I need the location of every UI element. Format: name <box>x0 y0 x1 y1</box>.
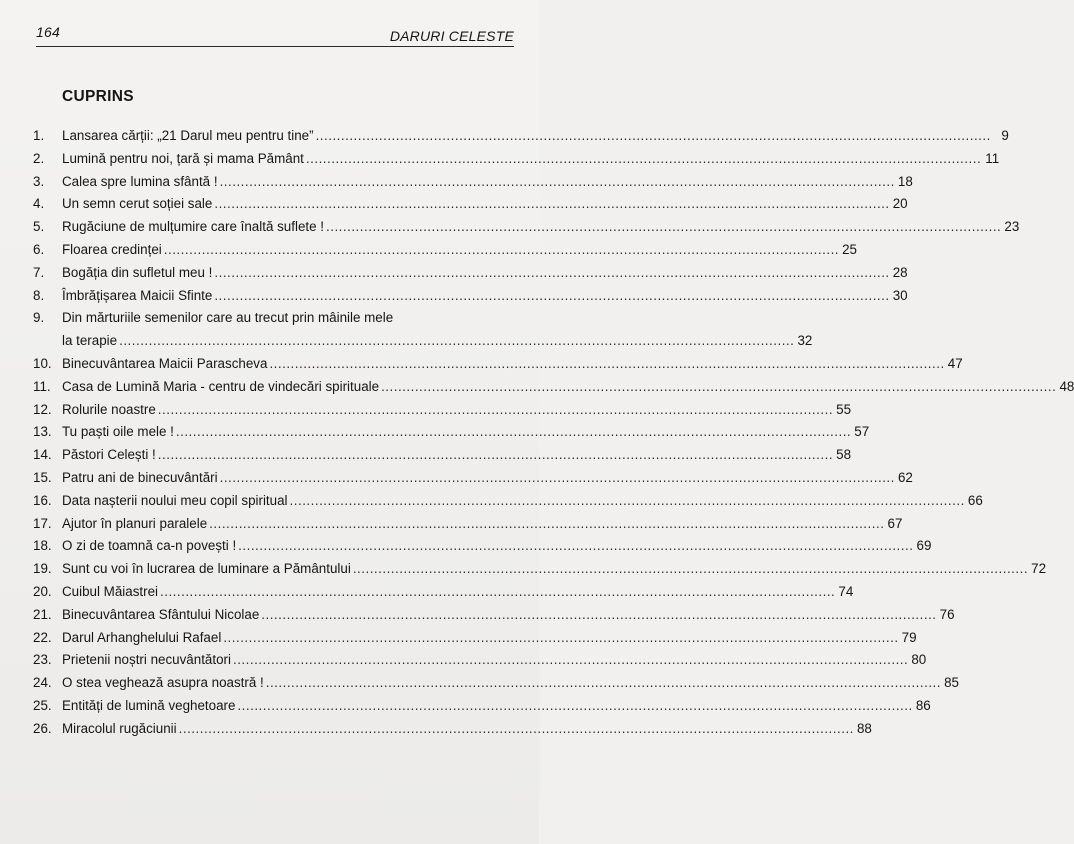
toc-entry <box>33 287 908 311</box>
toc-entry-number: 23. <box>33 652 52 668</box>
toc-entry-page: 18 <box>897 173 913 189</box>
toc-entry-number: 4. <box>33 196 45 212</box>
dot-leader <box>266 675 941 690</box>
dot-leader <box>214 288 889 303</box>
dot-leader <box>237 698 912 713</box>
toc-entry-page: 25 <box>842 241 858 257</box>
toc-entry <box>33 492 983 516</box>
toc-entry <box>33 720 872 744</box>
toc-entry-title: Sunt cu voi în lucrarea de luminare a Pământului <box>62 561 351 577</box>
toc-entry-title: Darul Arhanghelului Rafael <box>62 629 222 645</box>
toc-entry-title: Calea spre lumina sfântă ! <box>62 173 218 189</box>
toc-entry-title: Un semn cerut soției sale <box>62 196 213 212</box>
toc-entry <box>33 241 858 265</box>
toc-entry <box>33 469 913 493</box>
toc-entry-number: 1. <box>33 128 45 143</box>
toc-entry-number: 2. <box>33 150 45 166</box>
toc-entry-number: 25. <box>33 697 52 713</box>
dot-leader <box>290 493 965 508</box>
toc-entry-page: 80 <box>911 652 927 668</box>
toc-entry-number: 20. <box>33 583 52 599</box>
toc-entry-page: 20 <box>892 196 908 212</box>
toc-entry-title: Lumină pentru noi, țară și mama Pământ <box>62 150 304 166</box>
toc-entry <box>33 424 870 447</box>
dot-leader <box>220 174 895 189</box>
dot-leader <box>214 265 889 280</box>
toc-entry <box>33 128 1009 151</box>
toc-entry-number: 16. <box>33 492 52 508</box>
dot-leader <box>119 333 794 348</box>
toc-entry-page: 76 <box>939 606 955 622</box>
toc-entry-title: Data nașterii noului meu copil spiritual <box>62 492 288 508</box>
toc-entry <box>33 606 955 630</box>
toc-entry-number: 8. <box>33 287 45 303</box>
toc-entry-page: 62 <box>897 469 913 485</box>
toc-entry <box>33 675 959 698</box>
toc-entry <box>33 150 1000 174</box>
toc-entry-page: 74 <box>838 583 854 599</box>
toc-entry-title: Prietenii noștri necuvântători <box>62 652 231 668</box>
toc-entry-title: Casa de Lumină Maria - centru de vindecări spirituale <box>62 378 380 394</box>
toc-entry-number: 12. <box>33 401 52 417</box>
toc-entry <box>33 515 903 539</box>
toc-entry-page: 72 <box>1031 561 1047 577</box>
toc-entry <box>33 355 963 379</box>
toc-entry <box>33 378 1074 402</box>
dot-leader <box>176 424 851 439</box>
toc-entry-number: 21. <box>33 606 52 622</box>
toc-entry-title: Patru ani de binecuvântări <box>62 469 218 485</box>
toc-entry <box>33 401 852 425</box>
dot-leader <box>209 516 884 531</box>
toc-entry-title: Entități de lumină veghetoare <box>62 697 236 713</box>
dot-leader <box>223 630 898 645</box>
toc-entry-number: 3. <box>33 173 45 189</box>
dot-leader <box>238 538 913 553</box>
toc-entry-number: 10. <box>33 355 52 371</box>
toc-entry <box>33 583 854 607</box>
toc-entry-title: O stea veghează asupra noastră ! <box>62 675 264 691</box>
toc-entry <box>33 219 1020 242</box>
toc-entry-page: 32 <box>797 333 813 349</box>
toc-entry-page: 58 <box>836 447 852 463</box>
toc-entry-page: 55 <box>836 401 852 417</box>
toc-entry-title: Rugăciune de mulțumire care înaltă suflete ! <box>62 219 325 235</box>
header-divider <box>36 46 514 47</box>
toc-entry-title: Cuibul Măiastrei <box>62 583 159 599</box>
toc-entry-page: 47 <box>947 355 963 371</box>
dot-leader <box>214 196 889 211</box>
toc-entry-number: 11. <box>33 378 51 394</box>
toc-entry <box>33 173 913 197</box>
toc-entry <box>33 561 1047 584</box>
dot-leader <box>160 584 835 599</box>
dot-leader <box>220 470 895 485</box>
toc-entry-page: 11 <box>985 150 1000 166</box>
toc-entry-page: 28 <box>892 264 908 280</box>
running-title: DARURI CELESTE <box>389 28 514 44</box>
toc-entry-number: 15. <box>33 469 52 485</box>
dot-leader <box>269 356 944 371</box>
page-number: 164 <box>36 24 60 40</box>
toc-entry-title: Tu paști oile mele ! <box>62 424 174 440</box>
toc-entry <box>33 310 813 356</box>
dot-leader <box>381 379 1056 394</box>
dot-leader <box>158 447 833 462</box>
dot-leader <box>164 242 839 257</box>
toc-entry <box>33 447 852 470</box>
toc-entry-number: 17. <box>33 515 52 531</box>
toc-entry-page: 57 <box>854 424 870 440</box>
toc-entry-number: 7. <box>33 264 45 280</box>
toc-entry <box>33 196 908 219</box>
toc-entry-number: 26. <box>33 720 52 736</box>
toc-entry-number: 5. <box>33 219 45 235</box>
toc-entry <box>33 538 932 561</box>
toc-entry-number: 13. <box>33 424 52 440</box>
toc-entry-number: 9. <box>33 310 45 326</box>
dot-leader <box>316 128 991 143</box>
table-of-contents <box>33 128 1074 744</box>
toc-entry-page: 79 <box>901 629 917 645</box>
toc-entry-number: 24. <box>33 675 52 691</box>
toc-entry-number: 14. <box>33 447 52 463</box>
toc-entry-title: O zi de toamnă ca-n povești ! <box>62 538 237 554</box>
toc-entry-page: 67 <box>887 515 903 531</box>
dot-leader <box>179 721 854 736</box>
toc-entry-title: Îmbrățișarea Maicii Sfinte <box>62 287 213 303</box>
toc-entry-page: 48 <box>1059 378 1074 394</box>
toc-entry-title: Miracolul rugăciunii <box>62 720 177 736</box>
toc-entry-page: 69 <box>916 538 932 554</box>
toc-entry-number: 22. <box>33 629 52 645</box>
toc-entry-title: Binecuvântarea Sfântului Nicolae <box>62 606 260 622</box>
toc-entry-title: Păstori Celești ! <box>62 447 156 463</box>
toc-entry-page: 66 <box>967 492 983 508</box>
toc-title: CUPRINS <box>62 88 134 105</box>
toc-entry-page: 30 <box>892 287 908 303</box>
toc-entry <box>33 697 931 721</box>
toc-entry-page: 85 <box>944 675 959 691</box>
toc-entry-title: Lansarea cărții: „21 Darul meu pentru tine” <box>62 128 314 143</box>
toc-entry-title-continued: la terapie <box>62 333 118 349</box>
toc-entry-page: 23 <box>1004 219 1020 235</box>
toc-entry-title: Bogăția din sufletul meu ! <box>62 264 213 280</box>
toc-entry-title: Ajutor în planuri paralele <box>62 515 208 531</box>
dot-leader <box>261 607 936 622</box>
toc-entry <box>33 652 927 675</box>
toc-entry-page: 9 <box>1001 128 1009 143</box>
toc-entry-number: 6. <box>33 241 45 257</box>
toc-entry-title: Rolurile noastre <box>62 401 156 417</box>
dot-leader <box>158 402 833 417</box>
page-header <box>36 24 514 46</box>
toc-entry <box>33 264 908 288</box>
dot-leader <box>306 151 981 166</box>
toc-entry-title: Din mărturiile semenilor care au trecut prin mâinile mele <box>62 310 394 326</box>
toc-entry-page: 88 <box>856 720 872 736</box>
toc-entry-title: Binecuvântarea Maicii Parascheva <box>62 355 268 371</box>
toc-entry-page: 86 <box>915 697 931 713</box>
toc-entry <box>33 629 917 653</box>
dot-leader <box>353 561 1028 576</box>
toc-entry-number: 18. <box>33 538 52 554</box>
dot-leader <box>326 219 1001 234</box>
toc-entry-number: 19. <box>33 561 52 577</box>
dot-leader <box>233 652 908 667</box>
toc-entry-title: Floarea credinței <box>62 241 162 257</box>
